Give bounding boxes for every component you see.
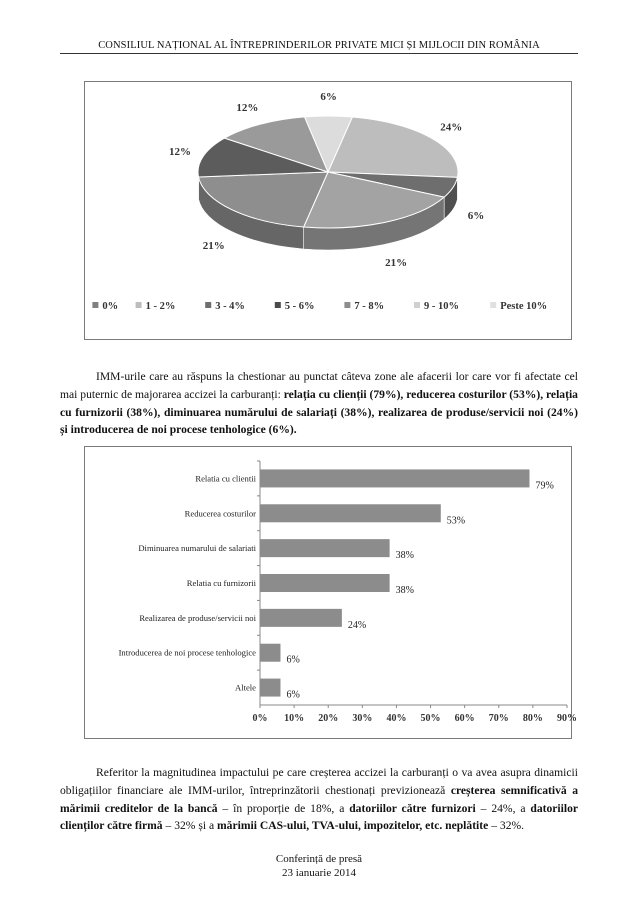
legend-swatch-2 <box>205 302 211 308</box>
pie-label-4: 12% <box>169 145 192 158</box>
category-label-3: Relatia cu furnizorii <box>186 578 256 588</box>
value-label-4: 24% <box>347 619 367 631</box>
value-label-0: 79% <box>535 480 554 492</box>
bar-plot <box>119 461 577 724</box>
page-header: CONSILIUL NAȚIONAL AL ÎNTREPRINDERILOR PRIVATE MICI ȘI MIJLOCII DIN ROMÂNIA <box>98 40 540 51</box>
x-tick-label-1: 10% <box>284 713 305 724</box>
legend-swatch-5 <box>414 302 420 308</box>
value-label-6: 6% <box>286 689 300 701</box>
category-label-4: Realizarea de produse/servicii noi <box>139 612 256 623</box>
para2-bold-3: datoriilor clienților către firmă <box>60 801 579 833</box>
bar-4 <box>260 609 342 627</box>
category-label-1: Reducerea costurilor <box>184 508 256 519</box>
bar-6 <box>260 679 280 697</box>
pie-legend <box>92 301 547 312</box>
footer-line-1: Conferință de presă <box>275 853 363 865</box>
x-tick-label-3: 30% <box>352 713 373 724</box>
bar-5 <box>260 644 280 662</box>
para2-text-5: – 32%. <box>488 819 525 833</box>
legend-swatch-3 <box>275 302 281 308</box>
legend-label-3: 5 - 6% <box>284 301 315 312</box>
legend-swatch-1 <box>136 302 142 308</box>
value-label-5: 6% <box>286 654 300 666</box>
bar-3 <box>260 574 390 592</box>
x-tick-label-7: 70% <box>488 713 509 724</box>
x-tick-label-9: 90% <box>557 713 577 724</box>
para2-bold-4: mărimii CAS-ului, TVA-ului, impozitelor, etc. neplătite <box>217 819 489 833</box>
bar-1 <box>260 504 441 522</box>
legend-label-5: 9 - 10% <box>424 301 459 312</box>
legend-label-4: 7 - 8% <box>354 301 385 312</box>
category-label-2: Diminuarea numarului de salariati <box>138 543 256 554</box>
legend-label-0: 0% <box>102 301 119 312</box>
footer-line-2: 23 ianuarie 2014 <box>282 867 356 879</box>
legend-label-1: 1 - 2% <box>145 301 176 312</box>
bar-chart-box <box>84 446 577 739</box>
x-tick-label-5: 50% <box>420 713 441 724</box>
para2-bold-1: creșterea semnificativă a mărimii creditelor de la bancă <box>60 783 578 815</box>
bar-chart <box>85 447 577 738</box>
value-label-3: 38% <box>395 585 414 596</box>
x-tick-label-2: 20% <box>318 713 339 724</box>
legend-swatch-0 <box>92 302 98 308</box>
para2-text-4: – 32% și a <box>162 819 218 833</box>
category-label-0: Relatia cu clientii <box>195 473 256 484</box>
value-label-2: 38% <box>395 550 414 562</box>
pie-label-1: 6% <box>467 210 485 223</box>
paragraph-1 <box>60 368 578 439</box>
category-label-6: Altele <box>235 682 256 693</box>
pie-label-0: 24% <box>440 121 463 134</box>
legend-swatch-6 <box>490 302 496 308</box>
pie-label-3: 21% <box>202 239 225 252</box>
para2-bold-2: datoriilor către furnizori <box>349 801 476 815</box>
x-tick-label-0: 0% <box>252 713 268 724</box>
pie-slices <box>198 116 458 228</box>
category-label-5: Introducerea de noi procese tenhologice <box>118 647 256 658</box>
bar-0 <box>260 469 529 487</box>
pie-label-6: 6% <box>320 91 337 104</box>
bar-2 <box>260 539 390 557</box>
legend-swatch-4 <box>344 302 350 308</box>
para1-bold: relația cu clienții (79%), reducerea costurilor (53%), relația cu furnizorii (38%), diminuarea numărului de salariați (38%), realizarea de produse/servicii noi (24%) și introducerea de noi procese tenhologice (6%). <box>60 387 578 437</box>
x-tick-label-4: 40% <box>386 713 407 724</box>
para2-text-3: – 24%, a <box>475 801 531 815</box>
footer <box>60 852 578 880</box>
pie-chart-box <box>84 81 572 340</box>
para2-text-1: Referitor la magnitudinea impactului pe care creșterea accizei la carburanți o va avea asupra dinamicii obligațiilor financiare ale IMM-urilor, întreprinzătorii chestionați previzionează <box>60 766 578 797</box>
x-tick-label-8: 80% <box>522 713 543 724</box>
legend-label-2: 3 - 4% <box>215 301 245 312</box>
para2-text-2: – în proporție de 18%, a <box>217 801 350 815</box>
paragraph-2 <box>60 764 578 835</box>
pie-label-5: 12% <box>236 102 259 115</box>
value-label-1: 53% <box>446 515 466 527</box>
x-tick-label-6: 60% <box>454 713 475 724</box>
legend-label-6: Peste 10% <box>500 301 548 312</box>
para1-text: IMM-urile care au răspuns la chestionar au punctat câteva zone ale afacerii lor care vor fi afectate cel mai puternic de majorarea accizei la carburanți: <box>60 370 578 401</box>
pie-label-2: 21% <box>385 257 408 270</box>
header-rule <box>60 53 578 54</box>
pie-chart <box>85 82 571 339</box>
